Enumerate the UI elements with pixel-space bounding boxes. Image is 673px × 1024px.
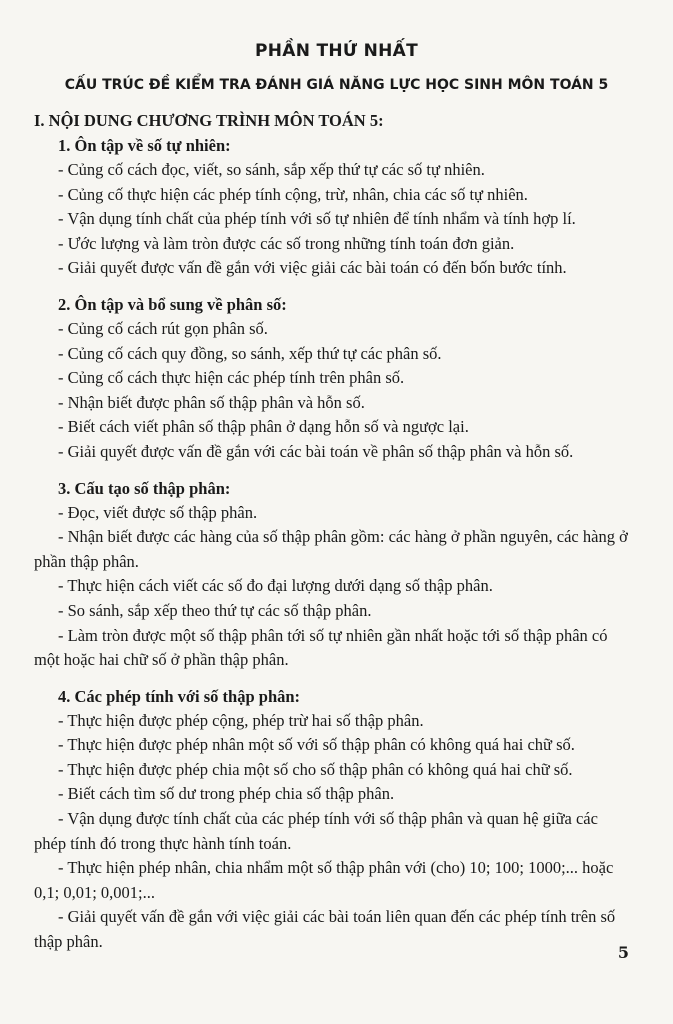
list-item: - Nhận biết được phân số thập phân và hỗn số.	[58, 392, 365, 412]
subsection-heading-1: 1. Ôn tập về số tự nhiên:	[58, 136, 231, 155]
list-item: - Củng cố cách quy đồng, so sánh, xếp thứ tự các phân số.	[58, 343, 442, 363]
list-item: - Củng cố thực hiện các phép tính cộng, trừ, nhân, chia các số tự nhiên.	[58, 184, 528, 204]
list-item: - Vận dụng tính chất của phép tính với số tự nhiên để tính nhẩm và tính hợp lí.	[58, 209, 576, 229]
document-subtitle: CẤU TRÚC ĐỀ KIỂM TRA ĐÁNH GIÁ NĂNG LỰC HỌC SINH MÔN TOÁN 5	[64, 77, 609, 93]
list-item: - Vận dụng được tính chất của các phép tính với số thập phân và quan hệ giữa các phép tính đó trong thực hành tính toán.	[34, 809, 598, 853]
list-item: - Thực hiện cách viết các số đo đại lượng dưới dạng số thập phân.	[58, 576, 493, 596]
list-item: - Biết cách viết phân số thập phân ở dạng hỗn số và ngược lại.	[58, 417, 469, 437]
part-title: PHẦN THỨ NHẤT	[254, 41, 419, 61]
list-item: - Đọc, viết được số thập phân.	[58, 502, 258, 522]
list-item: - Làm tròn được một số thập phân tới số tự nhiên gần nhất hoặc tới số thập phân có một hoặc hai chữ số ở phần thập phân.	[34, 625, 608, 670]
list-item: - Giải quyết được vấn đề gắn với việc giải các bài toán có đến bốn bước tính.	[58, 258, 567, 278]
subsection-heading-2: 2. Ôn tập và bổ sung về phân số:	[58, 294, 287, 314]
list-item: - Biết cách tìm số dư trong phép chia số thập phân.	[58, 784, 395, 804]
page-number: 5	[617, 943, 629, 962]
list-item: - Thực hiện phép nhân, chia nhẩm một số thập phân với (cho) 10; 100; 1000;... hoặc 0,1; 0,01; 0,001;...	[34, 858, 614, 902]
list-item: - Giải quyết vấn đề gắn với việc giải các bài toán liên quan đến các phép tính trên số thập phân.	[34, 907, 616, 952]
section-heading: I. NỘI DUNG CHƯƠNG TRÌNH MÔN TOÁN 5:	[34, 111, 384, 130]
list-item: - Thực hiện được phép cộng, phép trừ hai số thập phân.	[58, 710, 424, 730]
list-item: - Giải quyết được vấn đề gắn với các bài toán về phân số thập phân và hỗn số.	[58, 441, 574, 461]
list-item: - Nhận biết được các hàng của số thập phân gồm: các hàng ở phần nguyên, các hàng ở phần thập phân.	[34, 527, 628, 571]
list-item: - Thực hiện được phép chia một số cho số thập phân có không quá hai chữ số.	[58, 759, 573, 779]
main-content	[34, 107, 634, 967]
subsection-list-2	[58, 317, 634, 465]
subsection-heading-4: 4. Các phép tính với số thập phân:	[58, 686, 301, 706]
subsection-list-4	[34, 709, 634, 955]
subsection-list-1	[58, 158, 634, 281]
list-item: - Thực hiện được phép nhân một số với số thập phân có không quá hai chữ số.	[58, 735, 575, 755]
list-item: - Củng cố cách rút gọn phân số.	[58, 318, 268, 338]
subsection-list-3	[34, 501, 634, 673]
subsection-heading-3: 3. Cấu tạo số thập phân:	[58, 478, 231, 498]
list-item: - So sánh, sắp xếp theo thứ tự các số thập phân.	[58, 600, 372, 620]
list-item: - Củng cố cách thực hiện các phép tính trên phân số.	[58, 368, 405, 388]
list-item: - Ước lượng và làm tròn được các số trong những tính toán đơn giản.	[58, 233, 515, 253]
list-item: - Củng cố cách đọc, viết, so sánh, sắp xếp thứ tự các số tự nhiên.	[58, 160, 485, 179]
